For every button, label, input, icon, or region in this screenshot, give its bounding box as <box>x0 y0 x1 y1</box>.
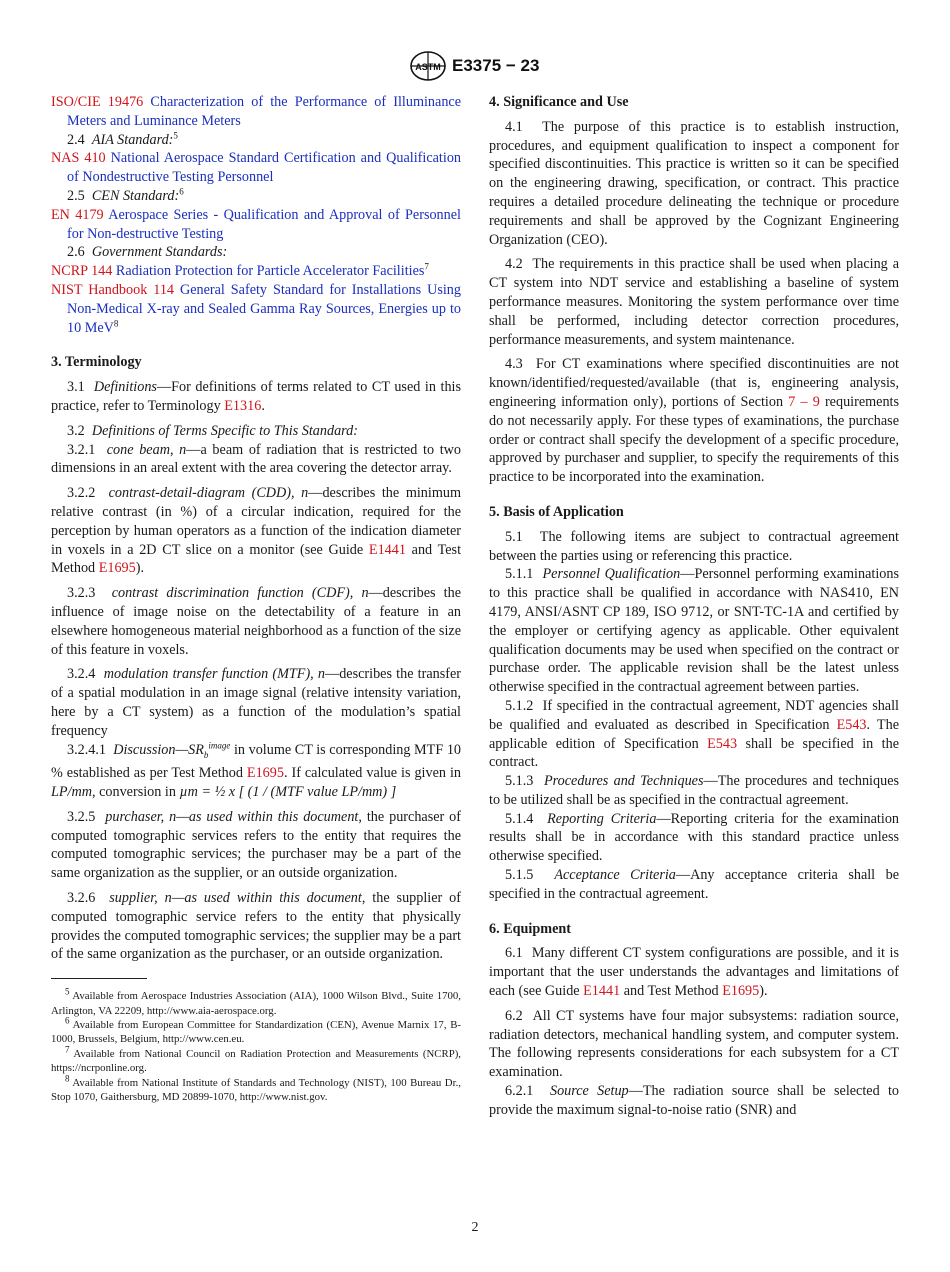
reference-ncrp-144: NCRP 144 Radiation Protection for Particle Accelerator Facilities$^7$ <box>51 261 429 280</box>
right-column <box>489 93 899 1120</box>
reference-code[interactable]: NCRP 144 <box>51 263 113 280</box>
paragraph-5-1-5: 5.1.5 Acceptance Criteria—Any acceptance criteria shall be specified in the contractual agreement. <box>489 867 899 902</box>
paragraph-6-1: 6.1 Many different CT system configurations are possible, and it is important that the user understands the advantages and limitations of each (see Guide E1441 and Test Method E1695). <box>489 945 900 1000</box>
link-e543[interactable]: E543 <box>707 735 738 752</box>
section-2-6: 2.6 Government Standards: <box>67 244 228 261</box>
footnote-6: $^6$ Available from European Committee for Standardization (CEN), Avenue Marnix 17, B-1000, Brussels, Belgium, http://www.cen.eu. <box>51 1015 461 1046</box>
reference-title[interactable]: General Safety Standard for Installations Using Non-Medical X-ray and Sealed Gamma Ray Sources, Energies up to 10 MeV <box>67 281 461 336</box>
astm-logo-text: ASTM <box>415 62 441 72</box>
reference-code[interactable]: ISO/CIE 19476 <box>51 94 144 110</box>
footnote-7: $^7$ Available from National Council on Radiation Protection and Measurements (NCRP), https://ncrponline.org. <box>51 1044 461 1075</box>
link-e543[interactable]: E543 <box>836 716 867 733</box>
paragraph-5-1-2: 5.1.2 If specified in the contractual agreement, NDT agencies shall be qualified and evaluated as described in Specification E543. The applicable edition of Specification E543 shall be specified in the contract. <box>489 697 899 771</box>
paragraph-3-2-1: 3.2.1 cone beam, n—a beam of radiation that is restricted to two dimensions in an areal extent with the area covering the detector array. <box>51 441 461 477</box>
paragraph-3-2: 3.2 Definitions of Terms Specific to This Standard: <box>67 422 358 439</box>
paragraph-3-2-5: 3.2.5 purchaser, n—as used within this document, the purchaser of computed tomographic services refers to the entity that requires the computed tomographic services; the purchaser may be a part of the same organization as the supplier, or an outside organization. <box>51 808 461 882</box>
paragraph-3-2-6: 3.2.6 supplier, n—as used within this document, the supplier of computed tomographic service refers to the entity that physically provides the computed tomographic services; the supplier may be a part of the same organization as the purchaser, or an outside organization. <box>51 889 462 963</box>
paragraph-5-1: 5.1 The following items are subject to contractual agreement between the parties using or referencing this practice. <box>489 528 899 564</box>
paragraph-3-2-3: 3.2.3 contrast discrimination function (CDF), n—describes the influence of image noise on the detectability of a feature in an elsewhere homogeneous material neighborhood as a function of the size of this feature in voxels. <box>51 585 462 658</box>
paragraph-3-2-4: 3.2.4 modulation transfer function (MTF), n—describes the transfer of a spatial modulation in an image signal (relative intensity variation, here by a CT system) as a function of the modulation’s spatial frequency <box>51 666 462 739</box>
reference-title[interactable]: Radiation Protection for Particle Accelerator Facilities <box>115 263 425 280</box>
link-e1695[interactable]: E1695 <box>246 765 284 782</box>
paragraph-4-2: 4.2 The requirements in this practice shall be used when placing a CT system into NDT service and establishing a baseline of system performance measures. Monitoring the system performance over time shall be performed, including detector correction procedures, performance measurements, and system maintenance. <box>489 256 899 348</box>
page-header <box>0 50 950 84</box>
section-heading-basis: 5. Basis of Application <box>489 503 624 520</box>
paragraph-5-1-1: 5.1.1 Personnel Qualification—Personnel performing examinations to this practice shall be qualified in accordance with NAS410, EN 4179, ANSI/ASNT CP 189, ISO 9712, or SNT-TC-1A and certified by the employer or certifying agency as applicable. Other equivalent qualification documents may be used when specified on the contract or purchase order. The applicable revision shall be the latest unless otherwise specified in the contractual agreement between parties. <box>489 566 899 696</box>
footnote-divider <box>51 978 147 979</box>
link-e1695[interactable]: E1695 <box>722 983 760 1000</box>
section-heading-equipment: 6. Equipment <box>489 920 571 937</box>
reference-title[interactable]: Aerospace Series - Qualification and Approval of Personnel for Non-destructive Testing <box>67 206 461 242</box>
footnote-8: $^8$ Available from National Institute of Standards and Technology (NIST), 100 Bureau Dr., Stop 1070, Gaithersburg, MD 20899-1070, http://www.nist.gov. <box>51 1072 461 1103</box>
paragraph-3-1: 3.1 Definitions—For definitions of terms related to CT used in this practice, refer to Terminology E1316. <box>51 379 461 414</box>
reference-nas-410 <box>51 149 461 187</box>
paragraph-3-2-2: 3.2.2 contrast-detail-diagram (CDD), n—describes the minimum relative contrast (in %) of a circular indication, required for the perception by human operators as a function of the indication diameter in voxels in a 2D CT slice on a monitor (see Guide E1441 and Test Method E1695). <box>51 485 462 577</box>
left-column <box>51 93 461 1104</box>
reference-code[interactable]: NIST Handbook 114 <box>51 281 175 298</box>
reference-iso-cie-19476 <box>51 93 461 131</box>
reference-code[interactable]: EN 4179 <box>51 206 104 223</box>
paragraph-5-1-3: 5.1.3 Procedures and Techniques—The procedures and techniques to be utilized shall be as specified in the contractual agreement. <box>489 773 900 808</box>
paragraph-3-2-4-1: 3.2.4.1 $Discussion—SR_b^{image}$ in volume CT is corresponding MTF 10 % established as per Test Method E1695. If calculated value is given in LP/mm, conversion in µm = ½ x [ (1 / (MTF value LP/mm) ] <box>51 739 462 800</box>
paragraph-6-2: 6.2 All CT systems have four major subsystems: radiation source, radiation detectors, mechanical handling system, and computer system. The following represents considerations for each subsystem for a CT examination. <box>489 1007 900 1081</box>
paragraph-4-3: 4.3 For CT examinations where specified discontinuities are not known/identified/requested/available (that is, engineering analysis, engineering information only), portions of Section 7 – 9 requirements do not necessarily apply. For these types of examinations, the purchase order or contract shall specify the development of a specific procedure, approved by purchaser and supplier, to specify the requirements of this practice to be incorporated into the examination. <box>489 356 900 486</box>
link-e1441[interactable]: E1441 <box>368 541 406 558</box>
standard-designation: E3375 − 23 <box>452 56 540 75</box>
link-e1441[interactable]: E1441 <box>583 983 621 1000</box>
reference-title[interactable]: National Aerospace Standard Certification and Qualification of Nondestructive Testing Personnel <box>67 150 462 186</box>
section-2-5: 2.5 CEN Standard:$^6$ <box>67 186 184 204</box>
page-number: 2 <box>471 1220 479 1235</box>
paragraph-5-1-4: 5.1.4 Reporting Criteria—Reporting criteria for the examination results shall be in accordance with this standard practice unless otherwise specified. <box>489 810 900 865</box>
section-heading-significance: 4. Significance and Use <box>489 94 629 110</box>
reference-nist-handbook-114: NIST Handbook 114 General Safety Standard for Installations Using Non-Medical X-ray and Sealed Gamma Ray Sources, Energies up to 10 MeV$^8$ <box>51 281 461 336</box>
paragraph-6-2-1: 6.2.1 Source Setup—The radiation source shall be selected to provide the maximum signal-to-noise ratio (SNR) and <box>489 1083 900 1118</box>
link-e1695[interactable]: E1695 <box>98 560 136 577</box>
reference-title[interactable]: Characterization of the Performance of Illuminance Meters and Luminance Meters <box>67 94 462 129</box>
footnote-5: $^5$ Available from Aerospace Industries Association (AIA), 1000 Wilson Blvd., Suite 1700, Arlington, VA 22209, http://www.aia-aerospace.org. <box>51 986 461 1017</box>
reference-en-4179 <box>51 206 461 244</box>
section-2-4: 2.4 AIA Standard:$^5$ <box>67 129 178 148</box>
section-heading-terminology: 3. Terminology <box>51 354 142 371</box>
astm-logo-icon <box>408 50 448 82</box>
link-section-7-9[interactable]: 7 – 9 <box>788 393 820 410</box>
paragraph-4-1: 4.1 The purpose of this practice is to establish instruction, procedures, and equipment qualification to inspect a component for specified discontinuities. This practice is written so it can be specified on the engineering drawing, specification, or contract. This practice requires a detailed procedure delineating the technique or procedure requirements and shall be approved by the Cognizant Engineering Organization (CEO). <box>489 118 900 248</box>
reference-code[interactable]: NAS 410 <box>51 150 106 167</box>
link-e1316[interactable]: E1316 <box>224 397 262 414</box>
